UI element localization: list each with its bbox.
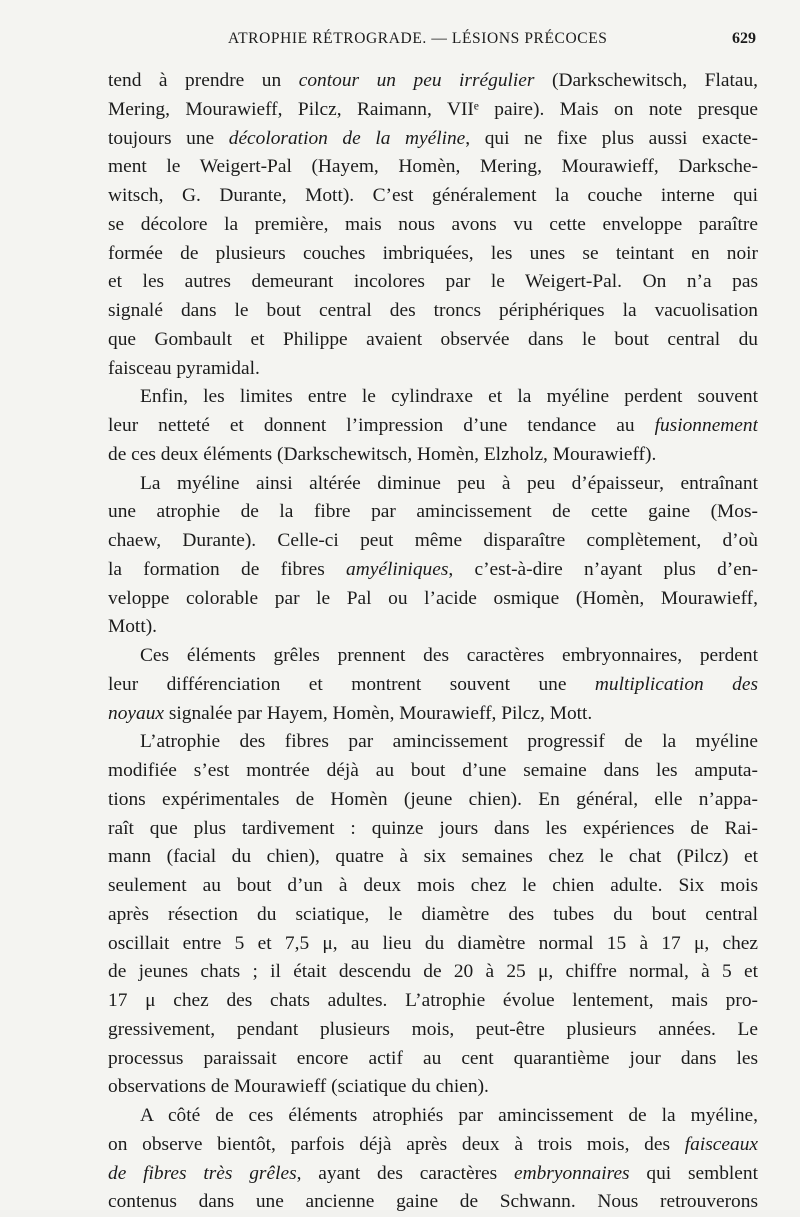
italic-text: décoloration de la myéline xyxy=(228,127,466,149)
italic-text: noyaux xyxy=(108,702,164,724)
text-line xyxy=(108,1016,758,1045)
text-line xyxy=(108,728,758,757)
text-span: seulement au bout d’un à deux mois chez le chien adulte. Six mois xyxy=(108,875,758,896)
text-span: La myéline ainsi altérée diminue peu à peu d’épaisseur, entraînant xyxy=(140,472,758,494)
running-head: ATROPHIE RÉTROGRADE. — LÉSIONS PRÉCOCES xyxy=(228,30,608,47)
text-line xyxy=(108,182,758,211)
text-line xyxy=(108,901,758,930)
text-span: et les autres demeurant incolores par le Weigert-Pal. On n’a pas xyxy=(108,271,758,293)
text-span: mann (facial du chien), quatre à six semaines chez le chat (Pilcz) et xyxy=(108,846,758,868)
text-span: , qui ne fixe plus aussi exacte- xyxy=(465,127,758,149)
text-line xyxy=(108,930,758,959)
page-header xyxy=(108,30,758,54)
text-line xyxy=(108,326,758,355)
text-span: gressivement, pendant plusieurs mois, peut-être plusieurs années. Le xyxy=(108,1018,758,1040)
text-line xyxy=(108,240,758,269)
text-span: tend à prendre un xyxy=(108,70,299,91)
text-span: , ayant des caractères xyxy=(296,1162,514,1184)
text-line xyxy=(108,815,758,844)
text-span: après résection du sciatique, le diamètre des tubes du bout central xyxy=(108,903,758,925)
text-span: chaew, Durante). Celle-ci peut même disparaître complètement, d’où xyxy=(108,530,758,551)
text-span: Mering, Mourawieff, Pilcz, Raimann, VIIᵉ paire). Mais on note presque xyxy=(108,98,758,120)
text-line xyxy=(108,1188,758,1217)
text-span: , c’est-à-dire n’ayant plus d’en- xyxy=(448,558,758,580)
text-span: Mott). xyxy=(108,616,158,638)
text-line xyxy=(108,441,758,470)
text-span: raît que plus tardivement : quinze jours dans les expériences de Rai- xyxy=(108,817,758,839)
text-line xyxy=(108,958,758,987)
text-span: une atrophie de la fibre par amincissement de cette gaine (Mos- xyxy=(108,501,758,523)
text-span: Ces éléments grêles prennent des caractères embryonnaires, perdent xyxy=(140,645,758,666)
page-number: 629 xyxy=(732,30,756,47)
italic-text: embryonnaires xyxy=(514,1162,630,1184)
text-line xyxy=(108,211,758,240)
italic-text: amyéliniques xyxy=(346,558,449,580)
text-line xyxy=(108,527,758,556)
text-span: leur netteté et donnent l’impression d’une tendance au xyxy=(108,415,655,436)
text-line xyxy=(108,585,758,614)
text-line xyxy=(108,297,758,326)
text-line xyxy=(108,642,758,671)
text-span: de ces deux éléments (Darkschewitsch, Homèn, Elzholz, Mourawieff). xyxy=(108,443,657,465)
text-line xyxy=(108,498,758,527)
text-line xyxy=(108,987,758,1016)
text-span: ment le Weigert-Pal (Hayem, Homèn, Mering, Mourawieff, Darksche- xyxy=(108,156,758,178)
text-span: veloppe colorable par le Pal ou l’acide osmique (Homèn, Mourawieff, xyxy=(108,587,758,609)
text-span: leur différenciation et montrent souvent une xyxy=(108,673,595,695)
text-span: signalée par Hayem, Homèn, Mourawieff, Pilcz, Mott. xyxy=(164,702,593,724)
text-span: la formation de fibres xyxy=(108,558,347,580)
text-span: on observe bientôt, parfois déjà après deux à trois mois, des xyxy=(108,1133,685,1155)
text-line xyxy=(108,613,758,642)
text-span: toujours une xyxy=(108,127,229,149)
text-line xyxy=(108,757,758,786)
text-span: (Darkschewitsch, Flatau, xyxy=(534,70,758,91)
text-span: 17 μ chez des chats adultes. L’atrophie évolue lentement, mais pro- xyxy=(108,990,758,1011)
italic-text: multiplication des xyxy=(594,673,758,695)
italic-text: de fibres très grêles xyxy=(108,1162,297,1184)
text-span: witsch, G. Durante, Mott). C’est généralement la couche interne qui xyxy=(108,185,758,206)
text-line xyxy=(108,843,758,872)
text-line xyxy=(108,1160,758,1189)
text-line xyxy=(108,412,758,441)
italic-text: fusionnement xyxy=(654,415,758,436)
text-span: L’atrophie des fibres par amincissement progressif de la myéline xyxy=(140,731,758,753)
text-line xyxy=(108,355,758,384)
text-line xyxy=(108,1102,758,1131)
text-line xyxy=(108,556,758,585)
italic-text: contour un peu irrégulier xyxy=(298,70,535,91)
text-line xyxy=(108,1045,758,1074)
text-line xyxy=(108,786,758,815)
italic-text: faisceaux xyxy=(684,1133,758,1155)
body-text xyxy=(108,67,758,1217)
text-line xyxy=(108,96,758,125)
text-line xyxy=(108,153,758,182)
text-line xyxy=(108,67,758,96)
text-span: signalé dans le bout central des troncs périphériques la vacuolisation xyxy=(108,300,758,321)
text-span: contenus dans une ancienne gaine de Schwann. Nous retrouverons xyxy=(108,1191,758,1213)
text-span: formée de plusieurs couches imbriquées, les unes se teintant en noir xyxy=(108,242,758,264)
text-span: tions expérimentales de Homèn (jeune chien). En général, elle n’appa- xyxy=(108,788,758,810)
text-line xyxy=(108,1131,758,1160)
text-span: processus paraissait encore actif au cent quarantième jour dans les xyxy=(108,1047,758,1069)
text-line xyxy=(108,671,758,700)
text-span: qui semblent xyxy=(629,1162,758,1184)
text-line xyxy=(108,700,758,729)
text-line xyxy=(108,1073,758,1102)
text-span: modifiée s’est montrée déjà au bout d’une semaine dans les amputa- xyxy=(108,760,758,781)
text-span: observations de Mourawieff (sciatique du chien). xyxy=(108,1076,489,1098)
text-span: que Gombault et Philippe avaient observée dans le bout central du xyxy=(108,328,758,350)
text-line xyxy=(108,268,758,297)
text-span: oscillait entre 5 et 7,5 μ, au lieu du diamètre normal 15 à 17 μ, chez xyxy=(108,932,758,954)
text-span: de jeunes chats ; il était descendu de 20 à 25 μ, chiffre normal, à 5 et xyxy=(108,961,758,983)
text-span: Enfin, les limites entre le cylindraxe et la myéline perdent souvent xyxy=(140,386,758,408)
text-span: A côté de ces éléments atrophiés par amincissement de la myéline, xyxy=(140,1105,758,1126)
text-line xyxy=(108,470,758,499)
text-span: faisceau pyramidal. xyxy=(108,357,260,379)
text-line xyxy=(108,125,758,154)
text-span: se décolore la première, mais nous avons vu cette enveloppe paraître xyxy=(108,213,758,235)
text-line xyxy=(108,872,758,901)
text-line xyxy=(108,383,758,412)
